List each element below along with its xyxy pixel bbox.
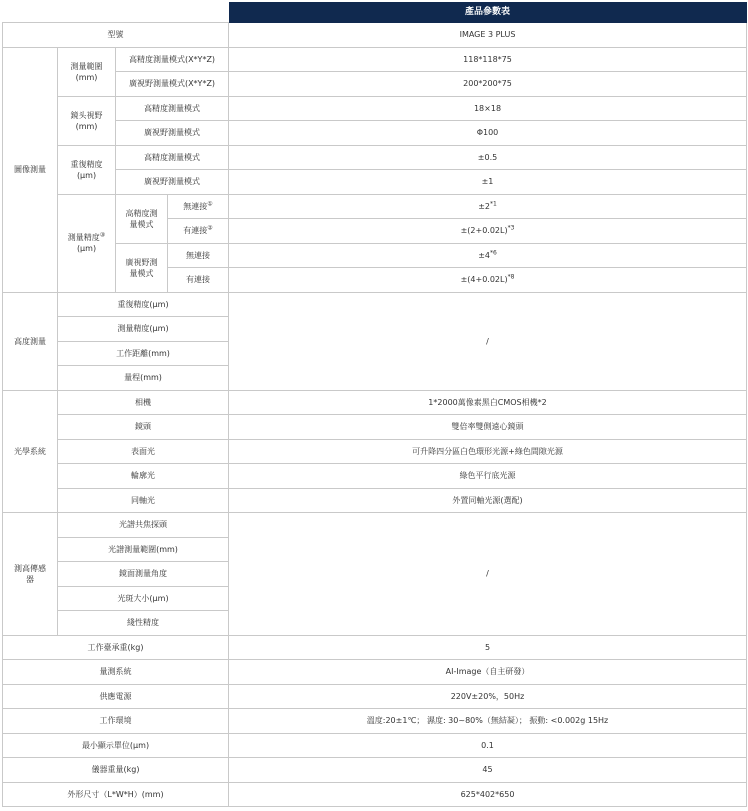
- table-row: [3, 47, 747, 72]
- sensor-item: 綫性精度: [58, 611, 229, 636]
- accuracy-label-mark: ③: [99, 231, 106, 239]
- accuracy-value: ±(2+0.02L): [460, 226, 508, 236]
- accuracy-label-text: 測量精度: [67, 233, 100, 242]
- height-measurement-category: 高度測量: [3, 292, 58, 390]
- table-row: [3, 758, 747, 783]
- accuracy-wide-label-text: 廣視野測量模式: [125, 257, 158, 278]
- table-row: [3, 439, 747, 464]
- optical-value: 可升降四分區白色環形光源+綠色間隙光源: [229, 439, 747, 464]
- fov-mode-wide: 廣視野測量模式: [116, 121, 229, 146]
- repeat-label-text: 重復精度: [70, 159, 103, 169]
- optical-value: 外置同軸光源(選配): [229, 488, 747, 513]
- height-sensor-category-text: 測高傳感器: [14, 563, 46, 584]
- fov-label: [58, 96, 116, 145]
- fov-value-wide: Φ100: [229, 121, 747, 146]
- general-label: 工作環境: [3, 709, 229, 734]
- table-row: [3, 513, 747, 538]
- accuracy-high-label: [116, 194, 168, 243]
- accuracy-wide-label: [116, 243, 168, 292]
- optical-label: 相機: [58, 390, 229, 415]
- stitch-none-label: 無連接: [183, 201, 208, 211]
- accuracy-high-value-none: [229, 194, 747, 219]
- spec-table: [2, 2, 747, 807]
- range-unit: (mm): [75, 72, 98, 82]
- optical-label: 表面光: [58, 439, 229, 464]
- range-mode-high: 高精度測量模式(X*Y*Z): [116, 47, 229, 72]
- repeat-mode-wide: 廣視野測量模式: [116, 170, 229, 195]
- fov-label-text: 鏡头視野: [70, 110, 103, 120]
- sensor-item: 光譜測量範圍(mm): [58, 537, 229, 562]
- repeat-label: [58, 145, 116, 194]
- stitch-none-label: 無連接: [186, 250, 210, 260]
- height-item: 測量精度(μm): [58, 317, 229, 342]
- stitch-none-mark: ①: [207, 200, 213, 208]
- fov-mode-high: 高精度測量模式: [116, 96, 229, 121]
- model-row: [3, 23, 747, 48]
- table-row: [3, 709, 747, 734]
- optical-value: 1*2000萬像素黑白CMOS相機*2: [229, 390, 747, 415]
- general-value: 625*402*650: [229, 782, 747, 807]
- table-title: 產品參數表: [229, 3, 747, 23]
- range-label-text: 測量範圍: [70, 61, 103, 71]
- accuracy-value-mark: *1: [489, 200, 497, 208]
- accuracy-value-mark: *3: [507, 224, 515, 232]
- height-item: 工作距離(mm): [58, 341, 229, 366]
- general-value: 220V±20%，50Hz: [229, 684, 747, 709]
- table-row: [3, 464, 747, 489]
- general-value: 5: [229, 635, 747, 660]
- optical-system-category: 光學系統: [3, 390, 58, 513]
- optical-label: 同軸光: [58, 488, 229, 513]
- table-row: [3, 292, 747, 317]
- table-row: [3, 194, 747, 219]
- table-row: [3, 782, 747, 807]
- general-label: 工作臺承重(kg): [3, 635, 229, 660]
- stitch-joined-label: 有連接: [183, 226, 208, 236]
- image-measurement-category: 圖像測量: [3, 47, 58, 292]
- header-blank: [3, 3, 229, 23]
- accuracy-unit: (μm): [76, 244, 97, 253]
- range-label: [58, 47, 116, 96]
- general-value: 0.1: [229, 733, 747, 758]
- general-value: AI-Image（自主研發）: [229, 660, 747, 685]
- table-row: [3, 660, 747, 685]
- accuracy-value: ±2: [478, 201, 490, 211]
- optical-value: 綠色平行底光源: [229, 464, 747, 489]
- accuracy-wide-value-joined: [229, 268, 747, 293]
- table-row: [3, 96, 747, 121]
- accuracy-value-mark: *8: [507, 273, 515, 281]
- sensor-item: 光斑大小(μm): [58, 586, 229, 611]
- accuracy-wide-value-none: [229, 243, 747, 268]
- fov-value-high: 18×18: [229, 96, 747, 121]
- range-value-wide: 200*200*75: [229, 72, 747, 97]
- general-label: 最小顯示單位(μm): [3, 733, 229, 758]
- repeat-value-wide: ±1: [229, 170, 747, 195]
- general-label: 儀器重量(kg): [3, 758, 229, 783]
- accuracy-value-mark: *6: [489, 249, 497, 257]
- repeat-mode-high: 高精度測量模式: [116, 145, 229, 170]
- general-label: 供應電源: [3, 684, 229, 709]
- sensor-item: 光譜共焦探頭: [58, 513, 229, 538]
- table-row: [3, 415, 747, 440]
- accuracy-high-value-joined: [229, 219, 747, 244]
- general-value: 溫度:20±1℃； 濕度: 30~80%（無結凝）； 振動: <0.002g 15Hz: [229, 709, 747, 734]
- accuracy-high-stitch-none: [168, 194, 229, 219]
- accuracy-high-label-text: 高精度測量模式: [125, 208, 158, 229]
- height-sensor-value: /: [229, 513, 747, 636]
- general-label: 量測系統: [3, 660, 229, 685]
- table-row: [3, 390, 747, 415]
- table-row: [3, 145, 747, 170]
- sensor-item: 鏡面測量角度: [58, 562, 229, 587]
- model-label: 型號: [3, 23, 229, 48]
- height-measurement-value: /: [229, 292, 747, 390]
- range-mode-wide: 廣視野測量模式(X*Y*Z): [116, 72, 229, 97]
- table-row: [3, 488, 747, 513]
- stitch-joined-mark: ②: [207, 224, 213, 232]
- height-item: 重復精度(μm): [58, 292, 229, 317]
- accuracy-wide-stitch-joined: [168, 268, 229, 293]
- table-row: [3, 733, 747, 758]
- repeat-unit: (μm): [76, 170, 97, 180]
- range-value-high: 118*118*75: [229, 47, 747, 72]
- optical-label: 鏡頭: [58, 415, 229, 440]
- height-item: 量程(mm): [58, 366, 229, 391]
- general-value: 45: [229, 758, 747, 783]
- model-value: IMAGE 3 PLUS: [229, 23, 747, 48]
- height-sensor-category: [3, 513, 58, 636]
- optical-value: 雙倍率雙側遠心鏡頭: [229, 415, 747, 440]
- header-row: [3, 3, 747, 23]
- optical-label: 輪廓光: [58, 464, 229, 489]
- accuracy-value: ±4: [478, 250, 490, 260]
- accuracy-label: [58, 194, 116, 292]
- accuracy-value: ±(4+0.02L): [460, 275, 508, 285]
- fov-unit: (mm): [75, 121, 98, 131]
- accuracy-high-stitch-joined: [168, 219, 229, 244]
- table-row: [3, 635, 747, 660]
- table-row: [3, 684, 747, 709]
- repeat-value-high: ±0.5: [229, 145, 747, 170]
- general-label: 外形尺寸（L*W*H）(mm): [3, 782, 229, 807]
- accuracy-wide-stitch-none: [168, 243, 229, 268]
- stitch-joined-label: 有連接: [186, 275, 210, 285]
